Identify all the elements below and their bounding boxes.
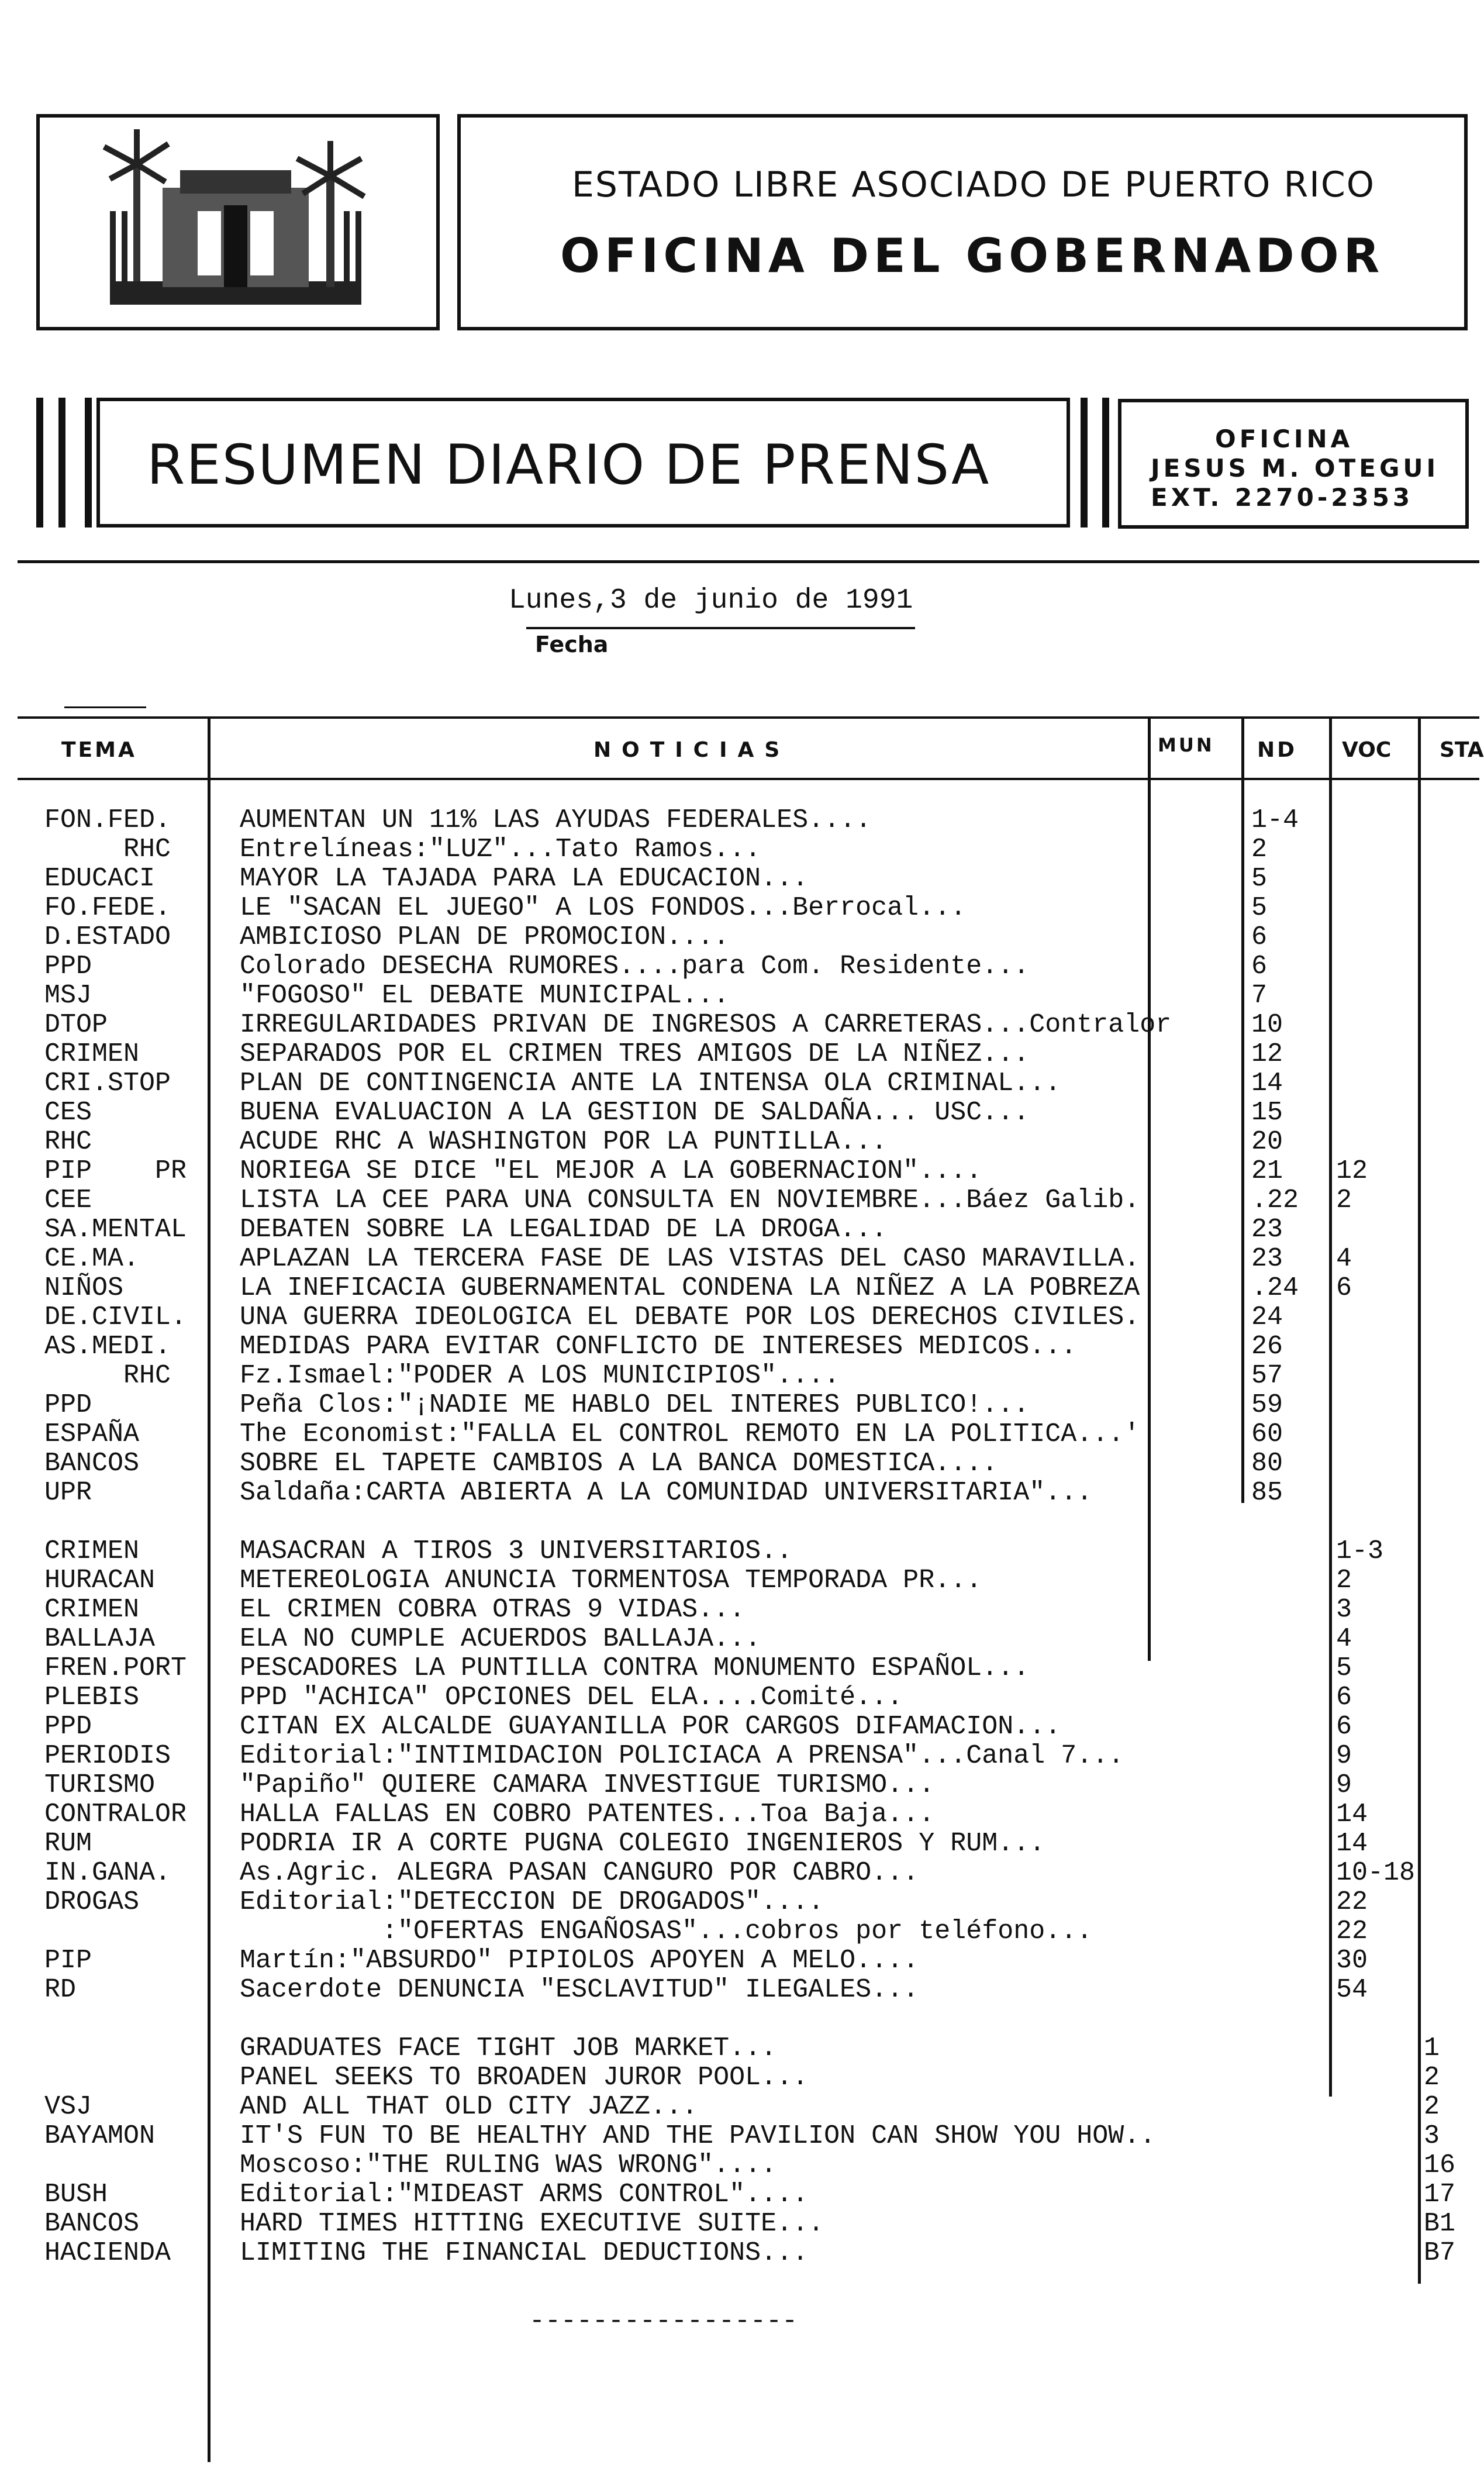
table-row: [0, 1011, 1479, 1040]
table-row: [0, 923, 1479, 952]
row-nd-page: 1-4: [1251, 805, 1299, 835]
row-nd-page: 20: [1251, 1127, 1283, 1157]
table-row: [0, 1771, 1479, 1800]
row-nd-page: 23: [1251, 1244, 1283, 1274]
row-headline: The Economist:"FALLA EL CONTROL REMOTO EN LA POLITICA...': [240, 1419, 1140, 1449]
row-tema: BANCOS: [44, 2209, 140, 2239]
table-row: [0, 1303, 1479, 1332]
row-tema: VSJ: [44, 2092, 92, 2122]
row-headline: SEPARADOS POR EL CRIMEN TRES AMIGOS DE LA NIÑEZ...: [240, 1039, 1030, 1069]
row-headline: NORIEGA SE DICE "EL MEJOR A LA GOBERNACION"....: [240, 1156, 982, 1186]
table-header-rule: [18, 778, 1479, 780]
row-tema: CRIMEN: [44, 1039, 140, 1069]
row-nd-page: 10: [1251, 1010, 1283, 1040]
table-row: [0, 981, 1479, 1011]
row-nd-page: 7: [1251, 981, 1268, 1011]
row-tema: NIÑOS: [44, 1273, 124, 1303]
header-divider: [18, 560, 1479, 563]
table-row: [0, 1683, 1479, 1712]
column-header-noticias: NOTICIAS: [593, 738, 791, 762]
row-headline: PODRIA IR A CORTE PUGNA COLEGIO INGENIEROS Y RUM...: [240, 1829, 1045, 1859]
row-tema: PERIODIS: [44, 1741, 171, 1771]
row-tema: CEE: [44, 1185, 92, 1215]
date-value: Lunes,3 de junio de 1991: [509, 585, 913, 616]
table-row: [0, 1537, 1479, 1566]
end-rule: -----------------: [529, 2306, 798, 2336]
row-tema: CRIMEN: [44, 1536, 140, 1566]
row-headline: PLAN DE CONTINGENCIA ANTE LA INTENSA OLA CRIMINAL...: [240, 1068, 1061, 1098]
table-row: [0, 1449, 1479, 1478]
row-tema: CONTRALOR: [44, 1799, 187, 1829]
decorative-bar: [1081, 398, 1088, 528]
table-row: [0, 1595, 1479, 1625]
table-row: [0, 1654, 1479, 1683]
row-headline: Colorado DESECHA RUMORES....para Com. Residente...: [240, 951, 1030, 981]
row-headline: MAYOR LA TAJADA PARA LA EDUCACION...: [240, 864, 809, 894]
column-header-tema: TEMA: [61, 738, 137, 762]
table-row: [0, 1069, 1479, 1098]
row-tema: AS.MEDI.: [44, 1332, 171, 1361]
date-underline: [526, 627, 915, 629]
row-voc-page: 5: [1336, 1653, 1352, 1683]
row-headline: Editorial:"MIDEAST ARMS CONTROL"....: [240, 2180, 809, 2209]
table-row: [0, 2239, 1479, 2268]
row-headline: LISTA LA CEE PARA UNA CONSULTA EN NOVIEMBRE...Báez Galib.: [240, 1185, 1140, 1215]
row-headline: EL CRIMEN COBRA OTRAS 9 VIDAS...: [240, 1595, 746, 1625]
row-headline: Moscoso:"THE RULING WAS WRONG"....: [240, 2150, 777, 2180]
row-tema: BANCOS: [44, 1449, 140, 1478]
row-nd-page: 12: [1251, 1039, 1283, 1069]
row-nd-page: 80: [1251, 1449, 1283, 1478]
row-tema: CE.MA.: [44, 1244, 140, 1274]
state-name: ESTADO LIBRE ASOCIADO DE PUERTO RICO: [572, 164, 1375, 205]
table-row: [0, 1128, 1479, 1157]
row-tema: CES: [44, 1098, 92, 1128]
row-nd-page: 57: [1251, 1361, 1283, 1391]
table-row: [0, 952, 1479, 981]
table-row: [0, 1391, 1479, 1420]
row-voc-page: 4: [1336, 1244, 1352, 1274]
row-headline: ACUDE RHC A WASHINGTON POR LA PUNTILLA...: [240, 1127, 888, 1157]
row-headline: LE "SACAN EL JUEGO" A LOS FONDOS...Berrocal...: [240, 893, 967, 923]
document-title: RESUMEN DIARIO DE PRENSA: [147, 433, 991, 497]
row-voc-page: 54: [1336, 1975, 1368, 2005]
row-headline: HARD TIMES HITTING EXECUTIVE SUITE...: [240, 2209, 824, 2239]
row-tema: D.ESTADO: [44, 922, 171, 952]
row-voc-page: 12: [1336, 1156, 1368, 1186]
row-voc-page: 22: [1336, 1887, 1368, 1917]
row-headline: Sacerdote DENUNCIA "ESCLAVITUD" ILEGALES...: [240, 1975, 919, 2005]
row-voc-page: 2: [1336, 1566, 1352, 1595]
row-voc-page: 10-18: [1336, 1858, 1416, 1888]
row-headline: Fz.Ismael:"PODER A LOS MUNICIPIOS"....: [240, 1361, 840, 1391]
table-row: [0, 894, 1479, 923]
row-nd-page: 85: [1251, 1478, 1283, 1508]
row-headline: LA INEFICACIA GUBERNAMENTAL CONDENA LA NIÑEZ A LA POBREZA: [240, 1273, 1140, 1303]
row-voc-page: 6: [1336, 1273, 1352, 1303]
table-top-rule: [64, 706, 146, 708]
row-voc-page: 6: [1336, 1683, 1352, 1712]
row-tema: PIP PR: [44, 1156, 187, 1186]
table-row: [0, 2151, 1479, 2180]
row-sta-page: 1: [1424, 2033, 1440, 2063]
row-tema: BALLAJA: [44, 1624, 156, 1654]
row-sta-page: B7: [1424, 2238, 1456, 2268]
la-fortaleza-illustration: [98, 123, 373, 316]
table-row: [0, 1098, 1479, 1128]
table-row: [0, 2063, 1479, 2092]
table-row: [0, 1157, 1479, 1186]
decorative-bar: [85, 398, 92, 528]
row-tema: ESPAÑA: [44, 1419, 140, 1449]
row-headline: "Papiño" QUIERE CAMARA INVESTIGUE TURISMO...: [240, 1770, 935, 1800]
row-headline: APLAZAN LA TERCERA FASE DE LAS VISTAS DEL CASO MARAVILLA.: [240, 1244, 1140, 1274]
table-row: [0, 1215, 1479, 1244]
row-tema: EDUCACI: [44, 864, 156, 894]
table-row: [0, 1420, 1479, 1449]
row-headline: Editorial:"INTIMIDACION POLICIACA A PRENSA"...Canal 7...: [240, 1741, 1124, 1771]
row-headline: Saldaña:CARTA ABIERTA A LA COMUNIDAD UNIVERSITARIA"...: [240, 1478, 1093, 1508]
seal-box: [36, 114, 440, 330]
row-headline: AND ALL THAT OLD CITY JAZZ...: [240, 2092, 698, 2122]
row-nd-page: 6: [1251, 922, 1268, 952]
office-name: OFICINA DEL GOBERNADOR: [560, 229, 1385, 283]
row-nd-page: 21: [1251, 1156, 1283, 1186]
column-header-voc: VOC: [1342, 738, 1392, 762]
office-header-box: [457, 114, 1468, 330]
row-tema: HACIENDA: [44, 2238, 171, 2268]
row-headline: AMBICIOSO PLAN DE PROMOCION....: [240, 922, 730, 952]
decorative-bar: [36, 398, 43, 528]
table-row: [0, 1917, 1479, 1946]
row-headline: IRREGULARIDADES PRIVAN DE INGRESOS A CARRETERAS...Contralor: [240, 1010, 1172, 1040]
row-sta-page: 2: [1424, 2092, 1440, 2122]
row-tema: RHC: [44, 835, 171, 864]
row-headline: MEDIDAS PARA EVITAR CONFLICTO DE INTERESES MEDICOS...: [240, 1332, 1077, 1361]
table-row: [0, 1244, 1479, 1274]
table-row: [0, 806, 1479, 835]
row-nd-page: .22: [1251, 1185, 1299, 1215]
row-headline: SOBRE EL TAPETE CAMBIOS A LA BANCA DOMESTICA....: [240, 1449, 998, 1478]
row-sta-page: B1: [1424, 2209, 1456, 2239]
table-top-rule: [18, 716, 1479, 719]
table-row: [0, 2122, 1479, 2151]
table-row: [0, 835, 1479, 864]
table-row: [0, 2180, 1479, 2209]
row-tema: PPD: [44, 951, 92, 981]
table-row: [0, 1975, 1479, 2005]
table-row: [0, 2092, 1479, 2122]
row-tema: UPR: [44, 1478, 92, 1508]
row-tema: PPD: [44, 1390, 92, 1420]
table-row: [0, 1800, 1479, 1829]
row-tema: DTOP: [44, 1010, 108, 1040]
row-nd-page: 23: [1251, 1215, 1283, 1244]
row-headline: Martín:"ABSURDO" PIPIOLOS APOYEN A MELO....: [240, 1946, 919, 1975]
decorative-bar: [1102, 398, 1109, 528]
row-voc-page: 4: [1336, 1624, 1352, 1654]
row-headline: IT'S FUN TO BE HEALTHY AND THE PAVILION CAN SHOW YOU HOW..: [240, 2121, 1156, 2151]
row-headline: PANEL SEEKS TO BROADEN JUROR POOL...: [240, 2063, 809, 2092]
row-tema: TURISMO: [44, 1770, 156, 1800]
contact-office-label: OFICINA: [1215, 425, 1354, 453]
row-tema: RHC: [44, 1361, 171, 1391]
row-headline: PESCADORES LA PUNTILLA CONTRA MONUMENTO ESPAÑOL...: [240, 1653, 1030, 1683]
row-nd-page: 5: [1251, 864, 1268, 894]
title-box: [96, 398, 1070, 528]
row-nd-page: 24: [1251, 1302, 1283, 1332]
row-headline: Entrelíneas:"LUZ"...Tato Ramos...: [240, 835, 761, 864]
row-headline: ELA NO CUMPLE ACUERDOS BALLAJA...: [240, 1624, 761, 1654]
row-nd-page: 26: [1251, 1332, 1283, 1361]
row-tema: DROGAS: [44, 1887, 140, 1917]
row-headline: UNA GUERRA IDEOLOGICA EL DEBATE POR LOS DERECHOS CIVILES.: [240, 1302, 1140, 1332]
row-headline: As.Agric. ALEGRA PASAN CANGURO POR CABRO...: [240, 1858, 919, 1888]
row-tema: FO.FEDE.: [44, 893, 171, 923]
table-row: [0, 1332, 1479, 1361]
date-caption: Fecha: [535, 632, 609, 657]
row-voc-page: 3: [1336, 1595, 1352, 1625]
row-nd-page: .24: [1251, 1273, 1299, 1303]
row-headline: MASACRAN A TIROS 3 UNIVERSITARIOS..: [240, 1536, 793, 1566]
row-headline: GRADUATES FACE TIGHT JOB MARKET...: [240, 2033, 777, 2063]
table-row: [0, 1361, 1479, 1391]
row-tema: DE.CIVIL.: [44, 1302, 187, 1332]
row-tema: FREN.PORT: [44, 1653, 187, 1683]
table-row: [0, 2209, 1479, 2239]
row-headline: AUMENTAN UN 11% LAS AYUDAS FEDERALES....: [240, 805, 872, 835]
row-nd-page: 14: [1251, 1068, 1283, 1098]
row-headline: CITAN EX ALCALDE GUAYANILLA POR CARGOS DIFAMACION...: [240, 1712, 1061, 1742]
row-nd-page: 15: [1251, 1098, 1283, 1128]
column-header-mun: MUN: [1158, 734, 1214, 756]
row-voc-page: 9: [1336, 1770, 1352, 1800]
column-header-sta: STA: [1440, 738, 1484, 762]
row-tema: BAYAMON: [44, 2121, 156, 2151]
table-row: [0, 1742, 1479, 1771]
table-row: [0, 1859, 1479, 1888]
table-row: [0, 1625, 1479, 1654]
table-row: [0, 1478, 1479, 1508]
table-row: [0, 1508, 1479, 1537]
row-voc-page: 2: [1336, 1185, 1352, 1215]
row-headline: DEBATEN SOBRE LA LEGALIDAD DE LA DROGA...: [240, 1215, 888, 1244]
row-headline: Editorial:"DETECCION DE DROGADOS"....: [240, 1887, 824, 1917]
table-row: [0, 2005, 1479, 2034]
contact-box: [1118, 399, 1469, 529]
table-row: [0, 864, 1479, 894]
row-nd-page: 2: [1251, 835, 1268, 864]
contact-extension: EXT. 2270-2353: [1151, 483, 1414, 512]
row-headline: BUENA EVALUACION A LA GESTION DE SALDAÑA... USC...: [240, 1098, 1030, 1128]
row-headline: PPD "ACHICA" OPCIONES DEL ELA....Comité...: [240, 1683, 903, 1712]
row-sta-page: 3: [1424, 2121, 1440, 2151]
row-tema: RUM: [44, 1829, 92, 1859]
row-tema: SA.MENTAL: [44, 1215, 187, 1244]
row-voc-page: 14: [1336, 1829, 1368, 1859]
row-voc-page: 30: [1336, 1946, 1368, 1975]
row-tema: PIP: [44, 1946, 92, 1975]
row-voc-page: 22: [1336, 1916, 1368, 1946]
row-tema: CRIMEN: [44, 1595, 140, 1625]
row-tema: RD: [44, 1975, 77, 2005]
row-sta-page: 16: [1424, 2150, 1456, 2180]
row-headline: METEREOLOGIA ANUNCIA TORMENTOSA TEMPORADA PR...: [240, 1566, 982, 1595]
row-sta-page: 17: [1424, 2180, 1456, 2209]
decorative-bar: [58, 398, 65, 528]
table-row: [0, 1274, 1479, 1303]
row-tema: IN.GANA.: [44, 1858, 171, 1888]
row-headline: :"OFERTAS ENGAÑOSAS"...cobros por teléfono...: [240, 1916, 1093, 1946]
row-headline: "FOGOSO" EL DEBATE MUNICIPAL...: [240, 981, 730, 1011]
row-voc-page: 1-3: [1336, 1536, 1384, 1566]
row-nd-page: 6: [1251, 951, 1268, 981]
row-headline: Peña Clos:"¡NADIE ME HABLO DEL INTERES PUBLICO!...: [240, 1390, 1030, 1420]
row-headline: LIMITING THE FINANCIAL DEDUCTIONS...: [240, 2238, 809, 2268]
table-row: [0, 1888, 1479, 1917]
contact-name: JESUS M. OTEGUI: [1151, 454, 1440, 482]
row-tema: HURACAN: [44, 1566, 156, 1595]
row-tema: BUSH: [44, 2180, 108, 2209]
row-voc-page: 14: [1336, 1799, 1368, 1829]
table-row: [0, 1712, 1479, 1742]
table-row: [0, 2034, 1479, 2063]
row-nd-page: 60: [1251, 1419, 1283, 1449]
table-row: [0, 1946, 1479, 1975]
table-row: [0, 1829, 1479, 1859]
row-voc-page: 6: [1336, 1712, 1352, 1742]
table-row: [0, 1040, 1479, 1069]
table-row: [0, 1566, 1479, 1595]
table-row: [0, 1186, 1479, 1215]
row-sta-page: 2: [1424, 2063, 1440, 2092]
row-headline: HALLA FALLAS EN COBRO PATENTES...Toa Baja...: [240, 1799, 935, 1829]
row-tema: MSJ: [44, 981, 92, 1011]
row-tema: FON.FED.: [44, 805, 171, 835]
row-tema: CRI.STOP: [44, 1068, 171, 1098]
row-tema: PLEBIS: [44, 1683, 140, 1712]
row-tema: PPD: [44, 1712, 92, 1742]
row-nd-page: 59: [1251, 1390, 1283, 1420]
column-header-nd: ND: [1257, 738, 1297, 762]
row-voc-page: 9: [1336, 1741, 1352, 1771]
row-nd-page: 5: [1251, 893, 1268, 923]
row-tema: RHC: [44, 1127, 92, 1157]
